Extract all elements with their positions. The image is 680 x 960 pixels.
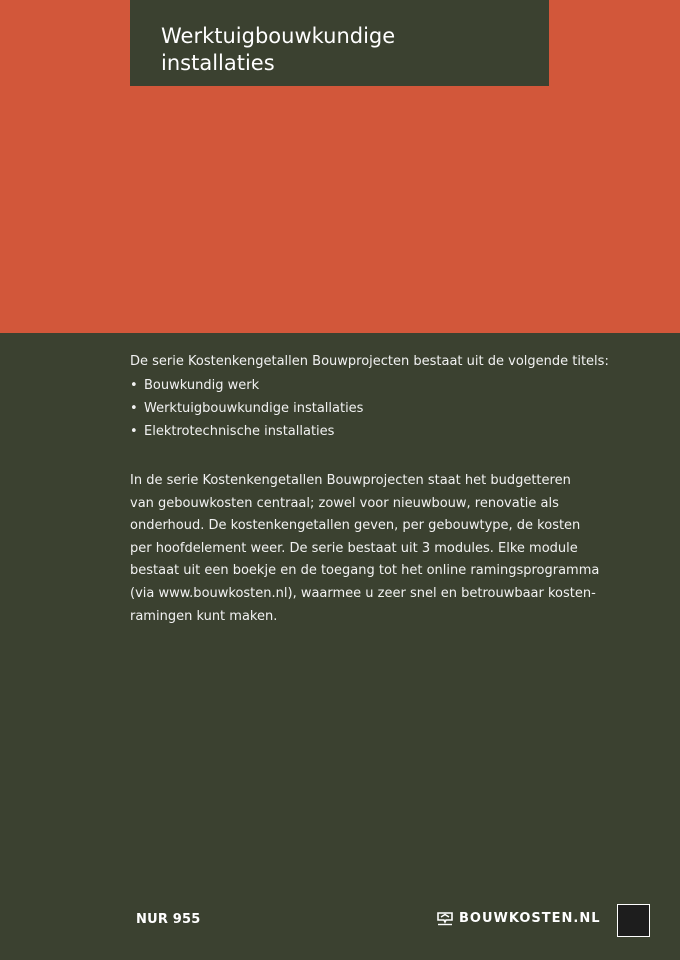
bouwkosten-logo-icon bbox=[437, 910, 453, 926]
bullet-icon: • bbox=[130, 424, 138, 439]
title-line-1: Werktuigbouwkundige bbox=[161, 24, 396, 48]
series-item bbox=[130, 374, 610, 397]
description-line: (via www.bouwkosten.nl), waarmee u zeer snel en betrouwbaar kosten- bbox=[130, 585, 596, 601]
top-color-band bbox=[0, 0, 680, 333]
description-line: bestaat uit een boekje en de toegang tot het online ramingsprogramma bbox=[130, 563, 600, 579]
description-line: ramingen kunt maken. bbox=[130, 608, 278, 624]
description-line: per hoofdelement weer. De serie bestaat uit 3 modules. Elke module bbox=[130, 540, 578, 556]
description-line: In de serie Kostenkengetallen Bouwprojecten staat het budgetteren bbox=[130, 473, 571, 488]
series-item-label: Elektrotechnische installaties bbox=[144, 424, 335, 439]
brand-name: BOUWKOSTEN.NL bbox=[459, 910, 601, 926]
series-item-label: Werktuigbouwkundige installaties bbox=[144, 401, 364, 416]
series-item bbox=[130, 420, 610, 443]
title-box bbox=[130, 0, 549, 86]
series-item bbox=[130, 397, 610, 420]
back-cover-text bbox=[130, 352, 610, 628]
series-list bbox=[130, 374, 610, 443]
series-intro: De serie Kostenkengetallen Bouwprojecten bestaat uit de volgende titels: bbox=[130, 354, 609, 369]
bullet-icon: • bbox=[130, 378, 138, 393]
publisher-brand bbox=[437, 910, 601, 926]
barcode-placeholder bbox=[617, 904, 650, 937]
description-line: van gebouwkosten centraal; zowel voor nieuwbouw, renovatie als bbox=[130, 495, 559, 511]
bullet-icon: • bbox=[130, 401, 138, 416]
series-description bbox=[130, 470, 610, 628]
series-item-label: Bouwkundig werk bbox=[144, 378, 260, 393]
nur-code: NUR 955 bbox=[136, 912, 201, 927]
title-line-2: installaties bbox=[161, 51, 275, 75]
description-line: onderhoud. De kostenkengetallen geven, per gebouwtype, de kosten bbox=[130, 518, 581, 534]
